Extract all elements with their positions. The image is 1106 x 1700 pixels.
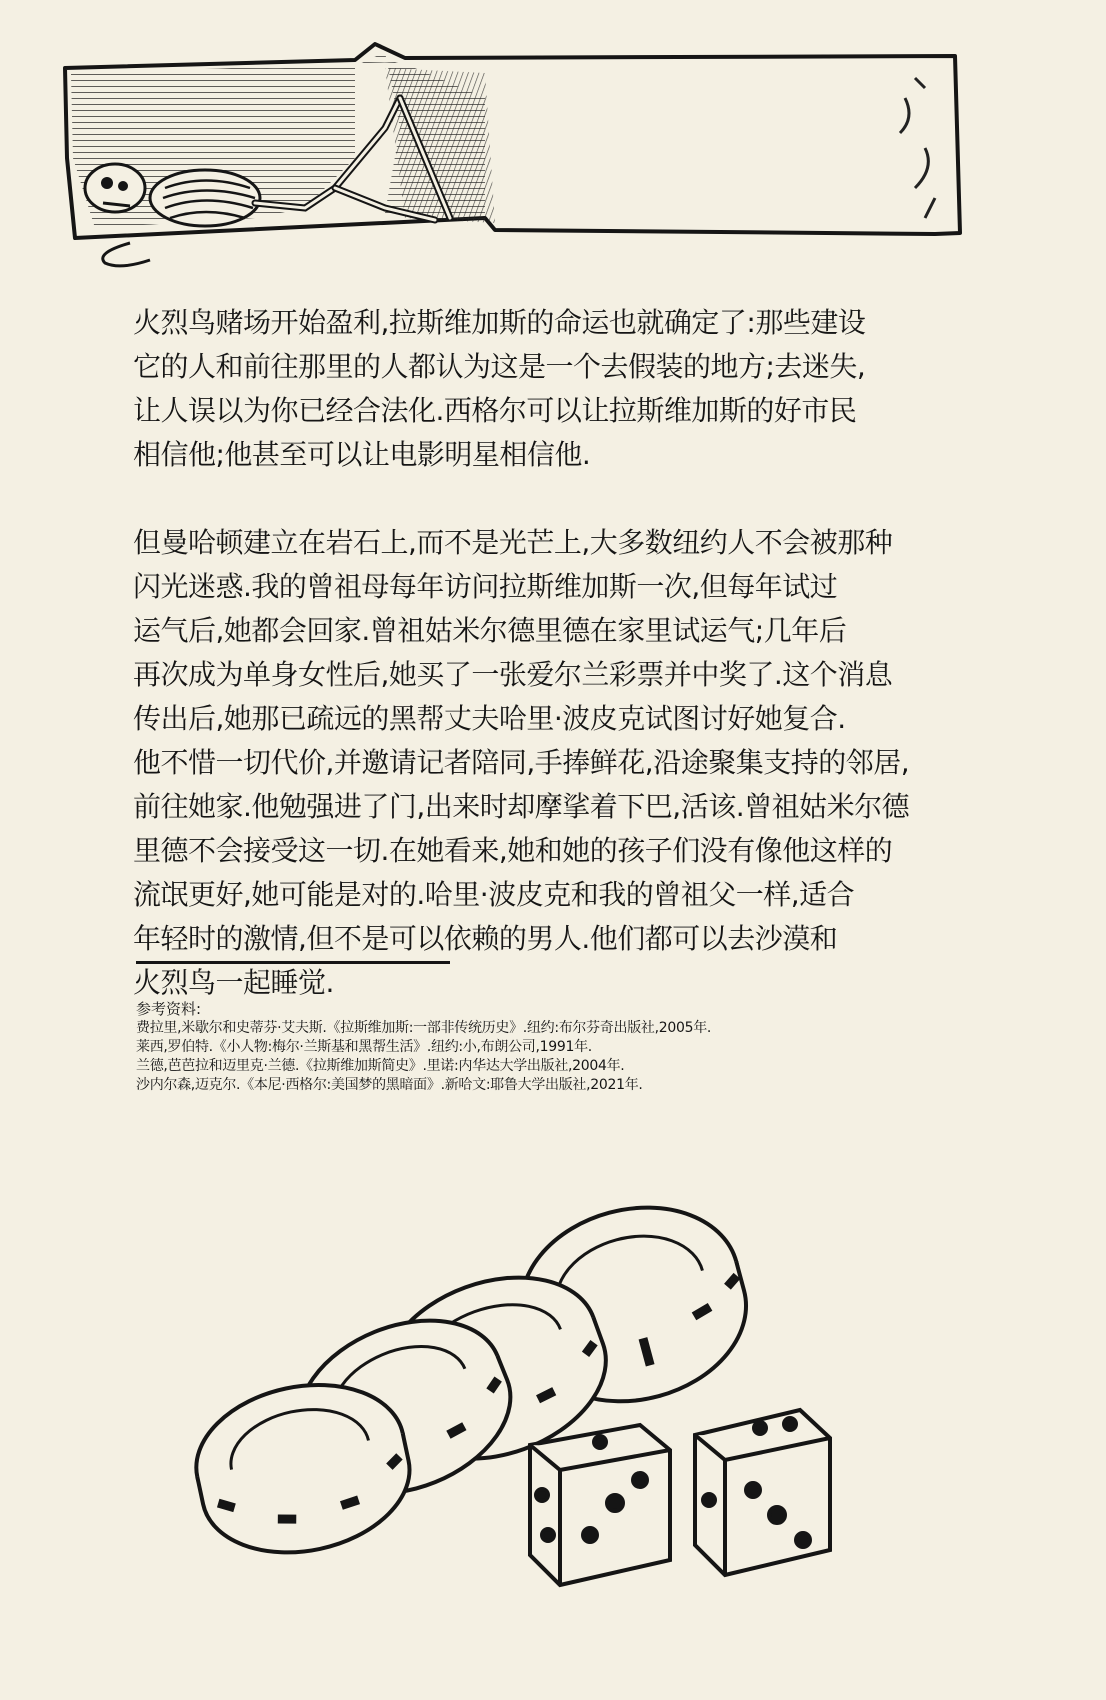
story-paragraph (133, 521, 993, 1005)
text-line: 相信他;他甚至可以让电影明星相信他. (133, 438, 591, 471)
text-line: 年轻时的激情,但不是可以依赖的男人.他们都可以去沙漠和 (133, 922, 838, 955)
text-line: 让人误以为你已经合法化.西格尔可以让拉斯维加斯的好市民 (133, 394, 857, 427)
text-line: 传出后,她那已疏远的黑帮丈夫哈里·波皮克试图讨好她复合. (133, 702, 846, 735)
references-section (136, 1000, 916, 1095)
skeleton-grave-illustration (55, 38, 1055, 278)
reference-item: 莱西,罗伯特.《小人物:梅尔·兰斯基和黑帮生活》.纽约:小,布朗公司,1991年. (136, 1039, 592, 1055)
text-line: 运气后,她都会回家.曾祖姑米尔德里德在家里试运气;几年后 (133, 614, 847, 647)
reference-item: 兰德,芭芭拉和迈里克·兰德.《拉斯维加斯简史》.里诺:内华达大学出版社,2004年. (136, 1058, 625, 1074)
reference-item: 费拉里,米歇尔和史蒂芬·艾夫斯.《拉斯维加斯:一部非传统历史》.纽约:布尔芬奇出版社,2005年. (136, 1020, 712, 1036)
text-line: 闪光迷惑.我的曾祖母每年访问拉斯维加斯一次,但每年试过 (133, 570, 838, 603)
references-title: 参考资料: (136, 1000, 202, 1018)
text-line: 流氓更好,她可能是对的.哈里·波皮克和我的曾祖父一样,适合 (133, 878, 855, 911)
text-line: 再次成为单身女性后,她买了一张爱尔兰彩票并中奖了.这个消息 (133, 658, 893, 691)
text-line: 里德不会接受这一切.在她看来,她和她的孩子们没有像他这样的 (133, 834, 893, 867)
text-line: 但曼哈顿建立在岩石上,而不是光芒上,大多数纽约人不会被那种 (133, 526, 893, 559)
story-paragraph (133, 301, 993, 477)
divider-line (136, 961, 450, 964)
casino-chips-and-dice-illustration (190, 1180, 930, 1610)
text-line: 他不惜一切代价,并邀请记者陪同,手捧鲜花,沿途聚集支持的邻居, (133, 746, 910, 779)
reference-item: 沙内尔森,迈克尔.《本尼·西格尔:美国梦的黑暗面》.新哈文:耶鲁大学出版社,2021年. (136, 1077, 643, 1093)
text-line: 火烈鸟一起睡觉. (133, 966, 334, 999)
text-line: 它的人和前往那里的人都认为这是一个去假装的地方;去迷失, (133, 350, 866, 383)
story-text (133, 301, 993, 1005)
text-line: 火烈鸟赌场开始盈利,拉斯维加斯的命运也就确定了:那些建设 (133, 306, 866, 339)
text-line: 前往她家.他勉强进了门,出来时却摩挲着下巴,活该.曾祖姑米尔德 (133, 790, 910, 823)
